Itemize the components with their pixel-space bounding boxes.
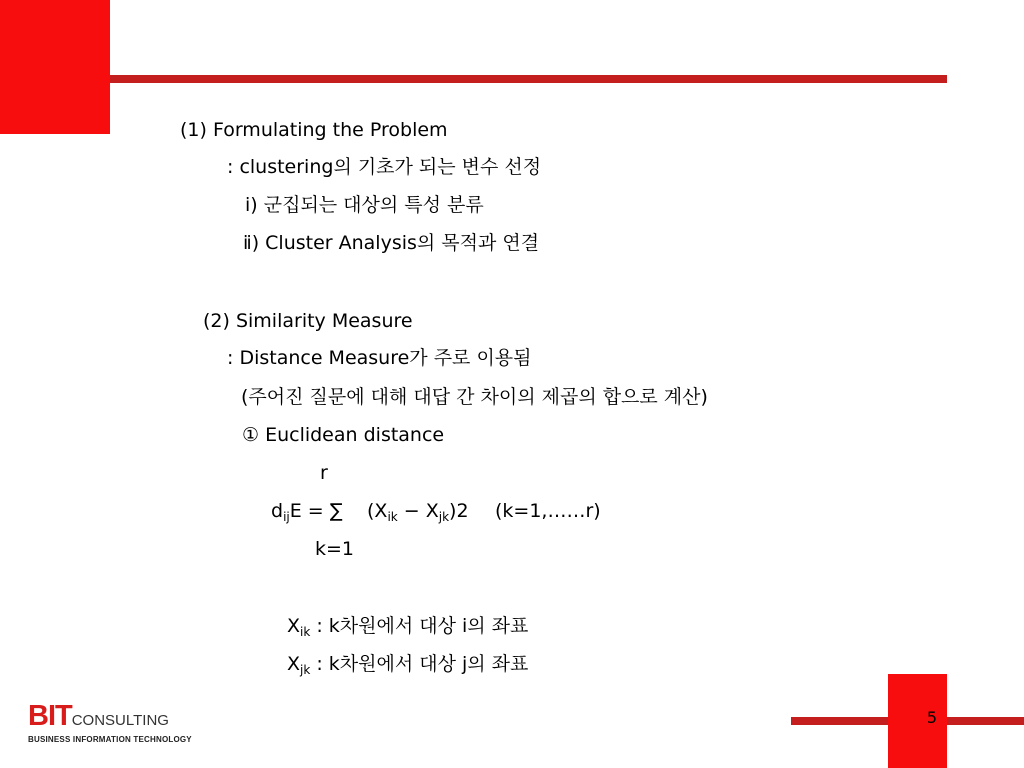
formula-term-close: )2 — [449, 500, 469, 522]
formula-subscript-ik: ik — [387, 510, 398, 524]
definition-xik-subscript: ik — [300, 625, 311, 639]
formula-d: d — [271, 500, 284, 522]
page-number: 5 — [926, 708, 938, 727]
line-variable-selection: : clustering의 기초가 되는 변수 선정 — [227, 156, 542, 178]
definition-xik-text: : k차원에서 대상 i의 좌표 — [310, 615, 529, 637]
logo-wordmark — [28, 700, 192, 734]
formula-subscript-jk: jk — [438, 510, 450, 524]
definition-xjk-subscript: jk — [300, 663, 311, 677]
bit-consulting-logo — [28, 700, 192, 744]
top-divider-rule — [110, 75, 947, 83]
formula-lhs — [271, 499, 343, 523]
formula-term-open: (X — [367, 500, 388, 522]
line-euclidean-distance: ① Euclidean distance — [242, 424, 445, 446]
logo-consulting-text: CONSULTING — [71, 712, 169, 729]
definition-xik-symbol: X — [287, 615, 301, 637]
line-roman-ii: ⅱ) Cluster Analysis의 목적과 연결 — [243, 232, 540, 254]
heading-similarity-measure: (2) Similarity Measure — [203, 310, 413, 332]
definition-xik — [287, 614, 528, 638]
formula-term — [367, 499, 469, 523]
formula-range: (k=1,……r) — [495, 500, 601, 522]
formula-d-subscript: ij — [283, 510, 290, 524]
line-roman-i: ⅰ) 군집되는 대상의 특성 분류 — [245, 194, 484, 216]
top-left-red-block — [0, 0, 110, 134]
definition-xjk — [287, 652, 528, 676]
definition-xjk-text: : k차원에서 대상 j의 좌표 — [310, 653, 529, 675]
line-sum-of-squares-note: (주어진 질문에 대해 대답 간 차이의 제곱의 합으로 계산) — [241, 386, 708, 408]
definition-xjk-symbol: X — [287, 653, 301, 675]
formula-lower-limit: k=1 — [315, 538, 355, 560]
line-distance-measure: : Distance Measure가 주로 이용됨 — [227, 347, 532, 369]
formula-minus-x: − X — [397, 500, 439, 522]
formula-lhs-rest: E = ∑ — [289, 500, 343, 522]
logo-subtitle: BUSINESS INFORMATION TECHNOLOGY — [28, 735, 192, 744]
logo-bit-text: BIT — [28, 700, 72, 732]
heading-formulating-problem: (1) Formulating the Problem — [180, 119, 448, 141]
formula-upper-limit: r — [320, 462, 328, 484]
